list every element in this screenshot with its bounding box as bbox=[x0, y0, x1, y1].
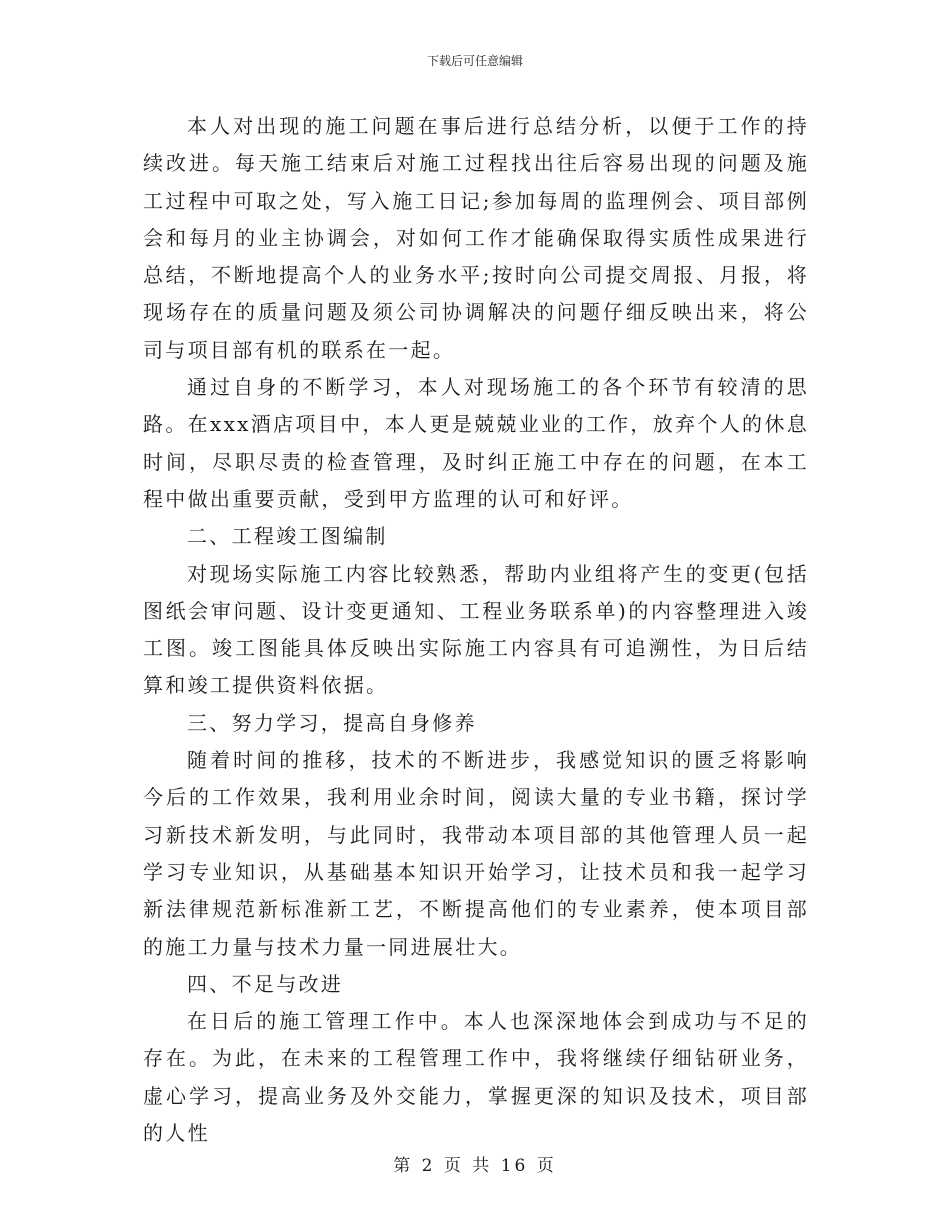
body-paragraph: 对现场实际施工内容比较熟悉，帮助内业组将产生的变更(包括图纸会审问题、设计变更通知、工程业务联系单)的内容整理进入竣工图。竣工图能具体反映出实际施工内容具有可追溯性，为日后结算和竣工提供资料依据。 bbox=[143, 561, 809, 698]
section-heading: 四、不足与改进 bbox=[187, 971, 344, 996]
page-number: 第 2 页 共 16 页 bbox=[393, 1156, 557, 1176]
body-paragraph: 随着时间的推移，技术的不断进步，我感觉知识的匮乏将影响今后的工作效果，我利用业余时间，阅读大量的专业书籍，探讨学习新技术新发明，与此同时，我带动本项目部的其他管理人员一起学习专业知识，从基础基本知识开始学习，让技术员和我一起学习新法律规范新标准新工艺，不断提高他们的专业素养，使本项目部的施工力量与技术力量一同进展壮大。 bbox=[143, 748, 809, 959]
body-paragraph: 本人对出现的施工问题在事后进行总结分析，以便于工作的持续改进。每天施工结束后对施工过程找出往后容易出现的问题及施工过程中可取之处，写入施工日记;参加每周的监理例会、项目部例会和每月的业主协调会，对如何工作才能确保取得实质性成果进行总结，不断地提高个人的业务水平;按时向公司提交周报、月报，将现场存在的质量问题及须公司协调解决的问题仔细反映出来，将公司与项目部有机的联系在一起。 bbox=[143, 114, 809, 362]
section-heading: 三、努力学习，提高自身修养 bbox=[187, 710, 477, 735]
body-paragraph: 在日后的施工管理工作中。本人也深深地体会到成功与不足的存在。为此，在未来的工程管理工作中，我将继续仔细钻研业务，虚心学习，提高业务及外交能力，掌握更深的知识及技术，项目部的人性 bbox=[143, 1009, 809, 1146]
document-body bbox=[143, 108, 809, 1152]
page-header: 下载后可任意编辑 bbox=[426, 54, 523, 68]
body-paragraph: 通过自身的不断学习，本人对现场施工的各个环节有较清的思路。在xxx酒店项目中，本人更是兢兢业业的工作，放弃个人的休息时间，尽职尽责的检查管理，及时纠正施工中存在的问题，在本工程中做出重要贡献，受到甲方监理的认可和好评。 bbox=[143, 375, 809, 511]
section-heading: 二、工程竣工图编制 bbox=[187, 524, 388, 549]
